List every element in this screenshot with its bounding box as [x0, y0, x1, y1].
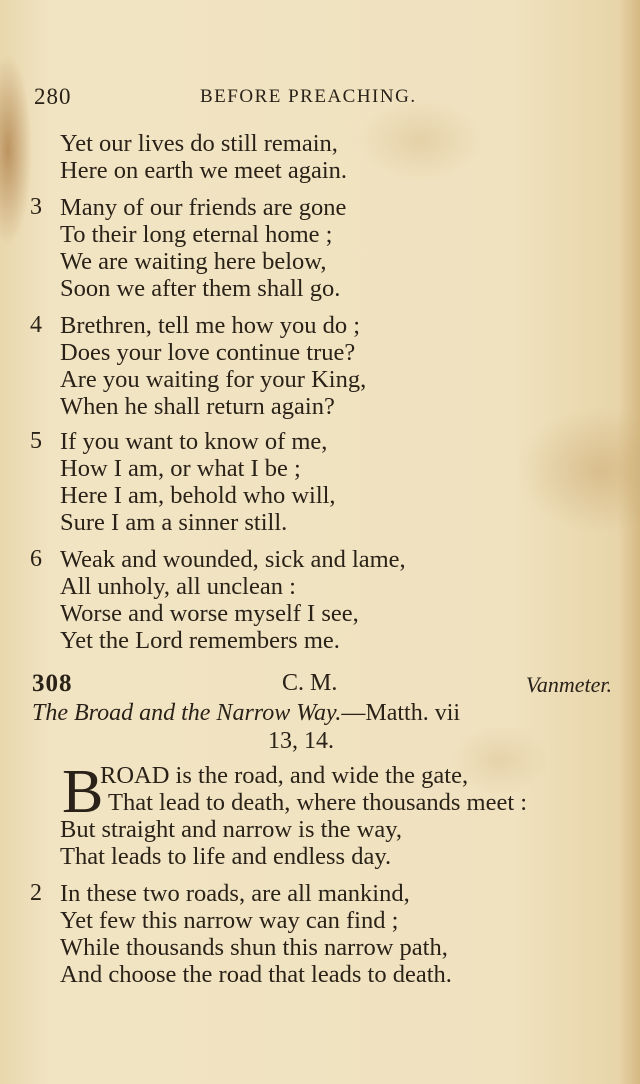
verse-line: While thousands shun this narrow path,	[60, 934, 448, 961]
verse-line: We are waiting here below,	[60, 248, 327, 275]
verse-line: All unholy, all unclean :	[60, 573, 296, 600]
stanza-number: 2	[30, 880, 42, 906]
verse-line: Yet our lives do still remain,	[60, 130, 338, 157]
stanza-number: 6	[30, 546, 42, 572]
hymn-header	[32, 670, 612, 702]
hymn-stanza-1-rest	[30, 816, 620, 870]
verse-line: Here I am, behold who will,	[60, 482, 336, 509]
hymn-number: 308	[32, 670, 73, 697]
page-number: 280	[34, 84, 72, 109]
hymn-meter: C. M.	[282, 670, 338, 696]
page-header	[34, 84, 620, 114]
hymn-stanza-2	[30, 880, 620, 988]
verse-line: Many of our friends are gone	[60, 194, 347, 221]
verse-line: Does your love continue true?	[60, 339, 356, 366]
stanza-number: 3	[30, 194, 42, 220]
verse-line: Here on earth we meet again.	[60, 157, 348, 184]
stanza-number: 5	[30, 428, 42, 454]
tune-name: Vanmeter.	[525, 672, 612, 697]
verse-line: Soon we after them shall go.	[60, 275, 341, 302]
verse-line: Are you waiting for your King,	[60, 366, 367, 393]
verse-line: When he shall return again?	[60, 393, 335, 420]
stanza-number: 4	[30, 312, 42, 338]
verse-line: Yet few this narrow way can find ;	[60, 907, 399, 934]
verse-line: To their long eternal home ;	[60, 221, 333, 248]
verse-line: That lead to death, where thousands meet :	[108, 789, 528, 816]
stanza-3	[30, 194, 620, 302]
hymn-subtitle	[32, 700, 612, 727]
stanza-4	[30, 312, 620, 420]
continued-stanza	[30, 130, 620, 184]
verse-line: And choose the road that leads to death.	[60, 961, 452, 988]
verse-line: ROAD is the road, and wide the gate,	[100, 762, 469, 789]
drop-cap: B	[62, 758, 104, 826]
subtitle-text: The Broad and the Narrow Way.	[32, 700, 342, 726]
scripture-reference-cont: 13, 14.	[268, 728, 334, 754]
running-title: BEFORE PREACHING.	[200, 86, 417, 107]
verse-line: If you want to know of me,	[60, 428, 328, 455]
verse-line: Sure I am a sinner still.	[60, 509, 288, 536]
verse-line: Weak and wounded, sick and lame,	[60, 546, 406, 573]
verse-line: Yet the Lord remembers me.	[60, 627, 340, 654]
verse-line: But straight and narrow is the way,	[60, 816, 403, 843]
verse-line: In these two roads, are all mankind,	[60, 880, 410, 907]
verse-line: Worse and worse myself I see,	[60, 600, 359, 627]
verse-line: That leads to life and endless day.	[60, 843, 392, 870]
stanza-6	[30, 546, 620, 654]
verse-line: How I am, or what I be ;	[60, 455, 301, 482]
stanza-5	[30, 428, 620, 536]
scripture-reference: —Matth. vii	[341, 700, 461, 726]
verse-line: Brethren, tell me how you do ;	[60, 312, 361, 339]
